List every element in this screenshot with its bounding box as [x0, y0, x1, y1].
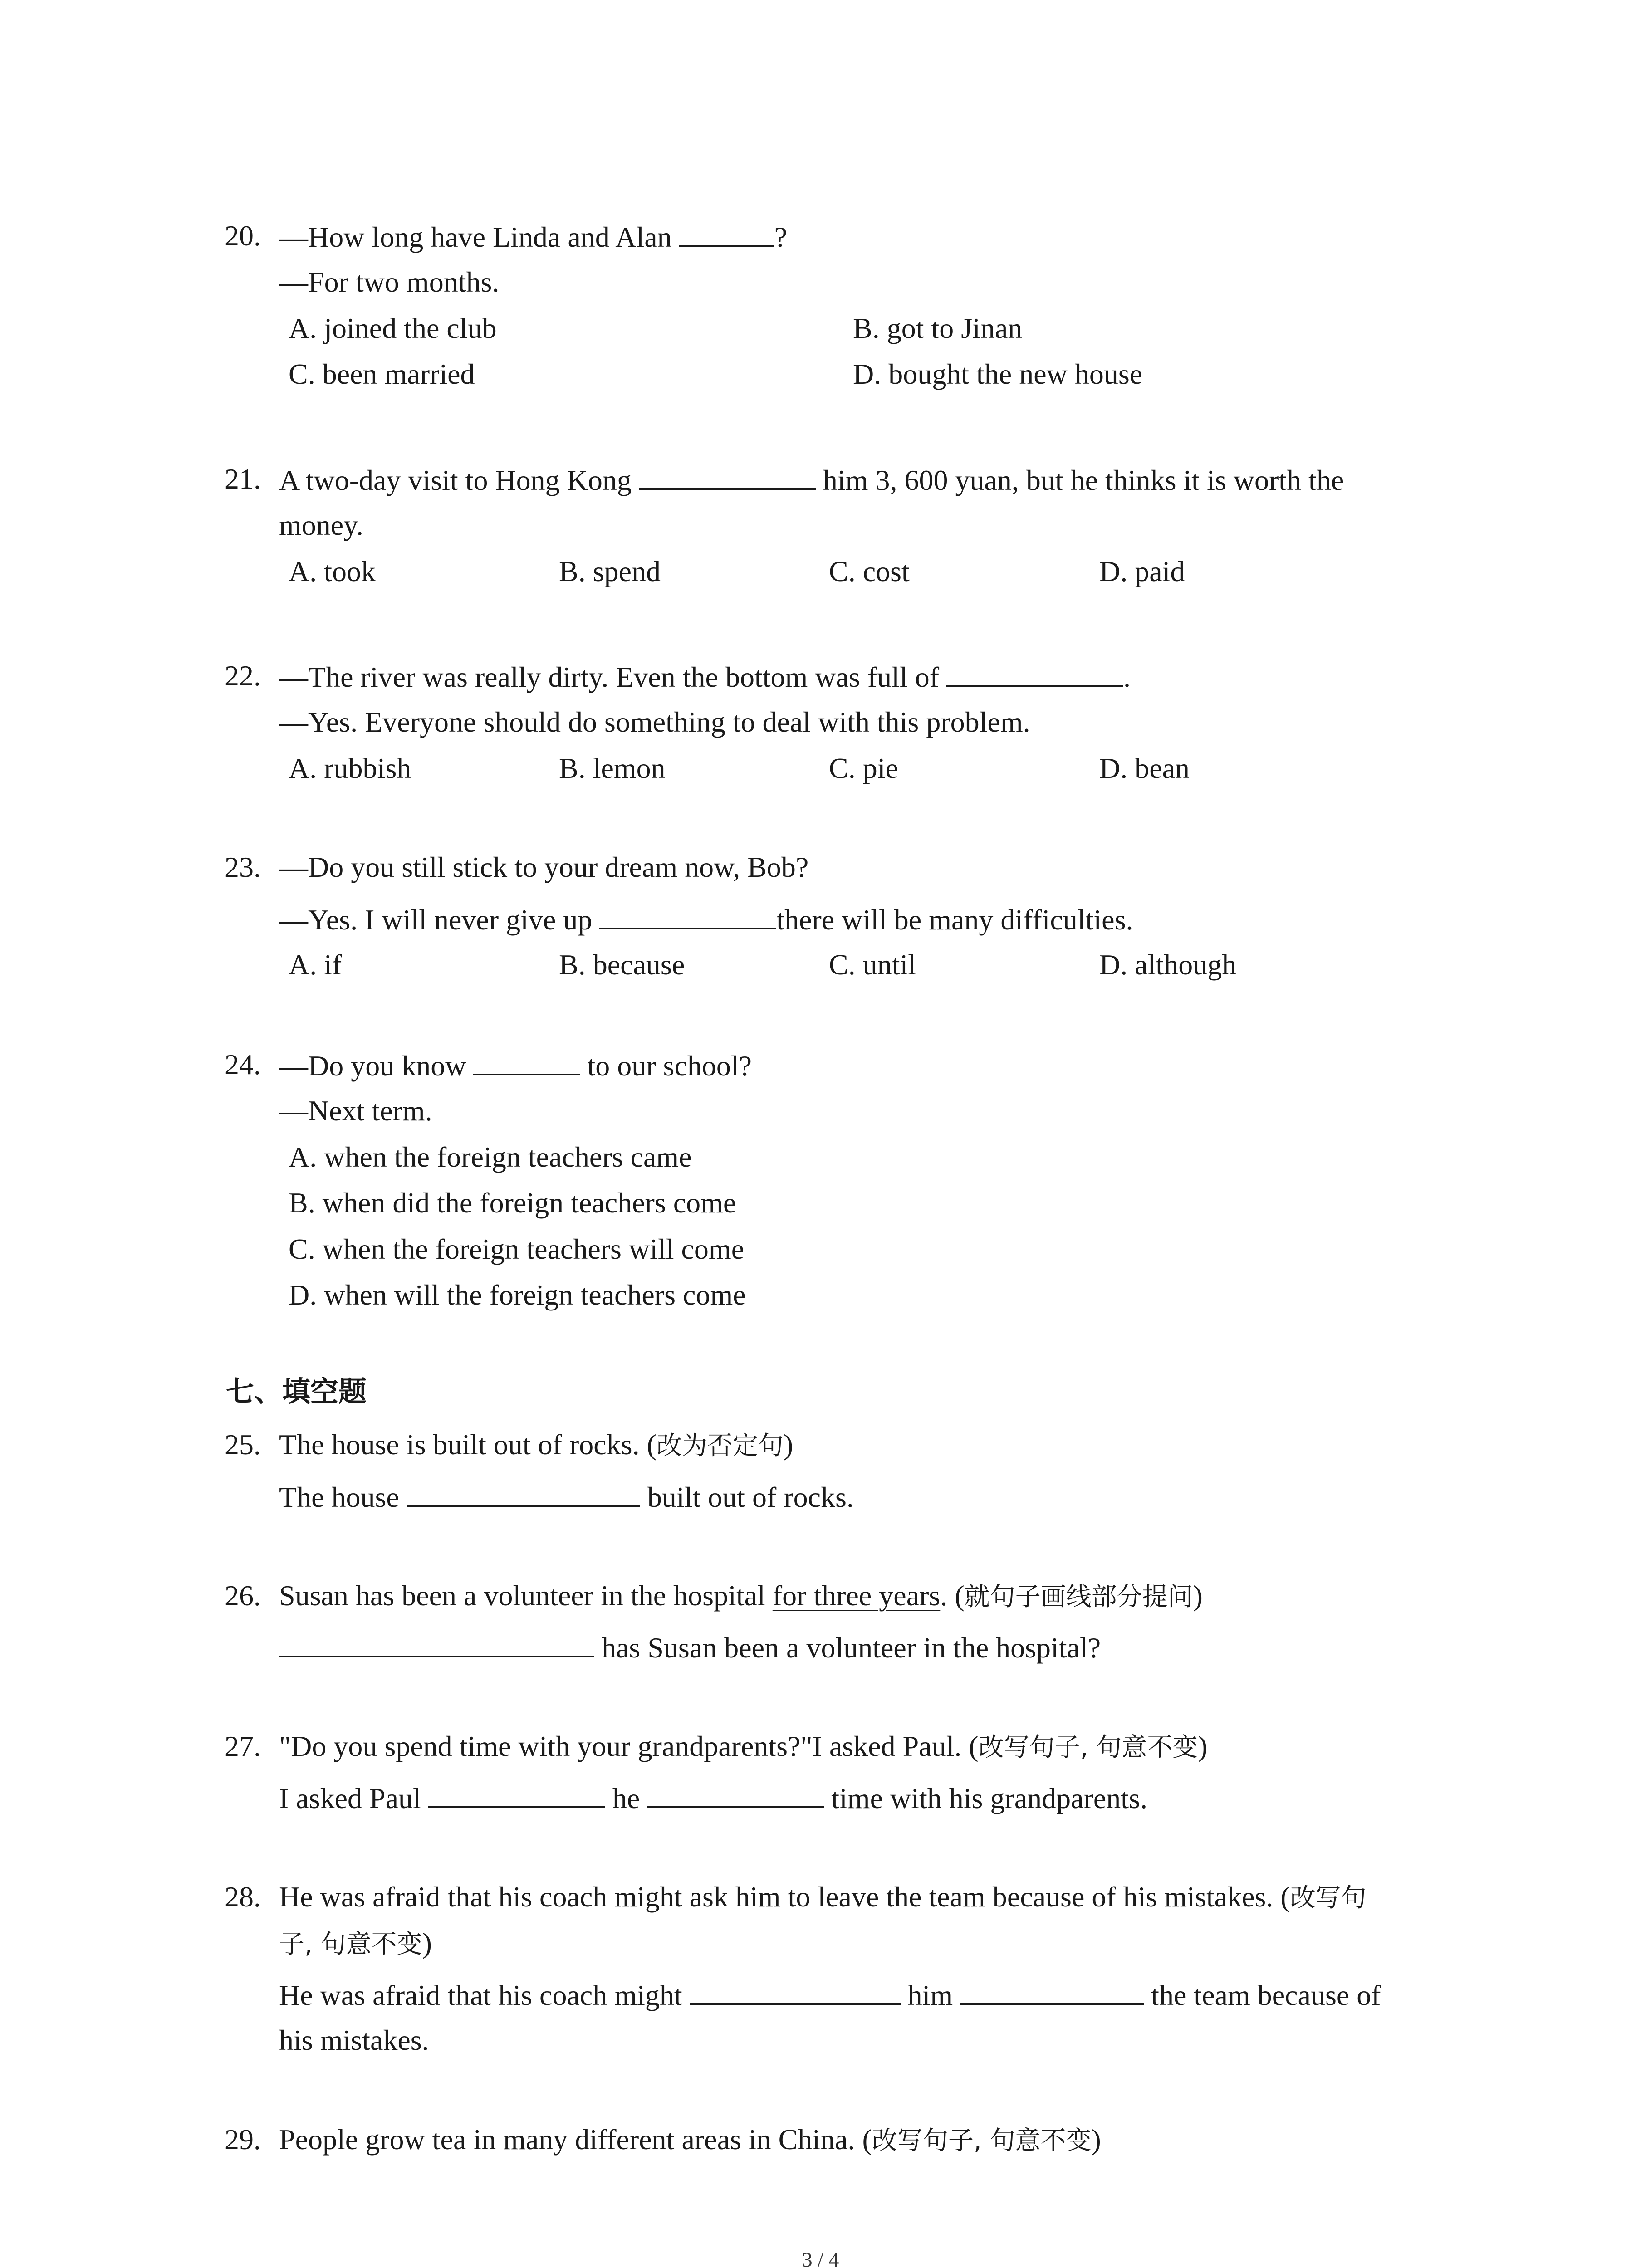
option-d: D. although	[1099, 948, 1237, 981]
option-a: A. if	[289, 948, 342, 981]
question-stem: —Do you know to our school?	[279, 1046, 752, 1084]
answer-blank	[690, 1976, 901, 2005]
answer-blank	[473, 1046, 580, 1075]
question-stem: The house is built out of rocks. (改为否定句)	[279, 1428, 794, 1461]
answer-blank	[946, 658, 1123, 687]
option-d: D. when will the foreign teachers come	[289, 1279, 746, 1311]
question-stem: A two-day visit to Hong Kong him 3, 600 yuan, but he thinks it is worth the	[279, 461, 1344, 499]
question-number: 29.	[225, 2123, 261, 2156]
answer-blank	[960, 1976, 1144, 2005]
question-reply: —Yes. Everyone should do something to deal with this problem.	[279, 706, 1030, 738]
answer-line-continued: his mistakes.	[279, 2024, 429, 2056]
answer-blank	[647, 1779, 824, 1808]
question-reply: —Yes. I will never give up there will be many difficulties.	[279, 900, 1133, 938]
question-stem: —The river was really dirty. Even the bottom was full of .	[279, 658, 1131, 695]
section-title: 七、填空题	[226, 1375, 367, 1408]
question-stem: He was afraid that his coach might ask him to leave the team because of his mistakes. (改写句	[279, 1881, 1367, 1913]
option-c: C. pie	[829, 752, 898, 784]
option-b: B. when did the foreign teachers come	[289, 1187, 736, 1219]
underlined-phrase: for three years	[772, 1579, 941, 1612]
option-a: A. when the foreign teachers came	[289, 1141, 692, 1173]
option-c: C. when the foreign teachers will come	[289, 1233, 745, 1265]
option-c: C. cost	[829, 555, 910, 587]
answer-line: He was afraid that his coach might him the team because of	[279, 1976, 1381, 2014]
option-c: C. until	[829, 948, 916, 981]
question-stem-continued: money.	[279, 509, 364, 541]
page-number: 3 / 4	[802, 2248, 839, 2268]
question-stem: —Do you still stick to your dream now, Bob?	[279, 851, 809, 883]
option-a: A. rubbish	[289, 752, 411, 784]
question-stem: People grow tea in many different areas in China. (改写句子, 句意不变)	[279, 2123, 1101, 2156]
answer-blank	[279, 1628, 594, 1657]
question-stem: "Do you spend time with your grandparents?"I asked Paul. (改写句子, 句意不变)	[279, 1730, 1208, 1762]
question-number: 21.	[225, 463, 261, 495]
answer-blank	[599, 900, 776, 929]
option-b: B. got to Jinan	[853, 312, 1023, 344]
question-number: 20.	[225, 220, 261, 252]
question-stem: Susan has been a volunteer in the hospital for three years. (就句子画线部分提问)	[279, 1579, 1203, 1612]
option-c: C. been married	[289, 358, 475, 390]
option-a: A. joined the club	[289, 312, 497, 344]
answer-line: has Susan been a volunteer in the hospital?	[279, 1628, 1101, 1666]
question-reply: —Next term.	[279, 1095, 432, 1127]
option-a: A. took	[289, 555, 376, 587]
question-number: 26.	[225, 1579, 261, 1612]
option-d: D. bought the new house	[853, 358, 1143, 390]
question-stem: —How long have Linda and Alan ?	[279, 218, 787, 255]
answer-line: The house built out of rocks.	[279, 1478, 854, 1515]
answer-blank	[639, 461, 816, 490]
option-d: D. paid	[1099, 555, 1185, 587]
answer-line: I asked Paul he time with his grandparents.	[279, 1779, 1147, 1817]
option-b: B. because	[559, 948, 685, 981]
question-number: 27.	[225, 1730, 261, 1762]
question-stem-continued: 子, 句意不变)	[279, 1927, 432, 1959]
question-number: 25.	[225, 1428, 261, 1461]
answer-blank	[428, 1779, 605, 1808]
option-b: B. lemon	[559, 752, 666, 784]
question-number: 24.	[225, 1048, 261, 1080]
answer-blank	[679, 218, 774, 247]
question-number: 22.	[225, 660, 261, 692]
answer-blank	[407, 1478, 640, 1507]
question-reply: —For two months.	[279, 266, 500, 298]
question-number: 23.	[225, 851, 261, 883]
option-d: D. bean	[1099, 752, 1190, 784]
option-b: B. spend	[559, 555, 661, 587]
question-number: 28.	[225, 1881, 261, 1913]
